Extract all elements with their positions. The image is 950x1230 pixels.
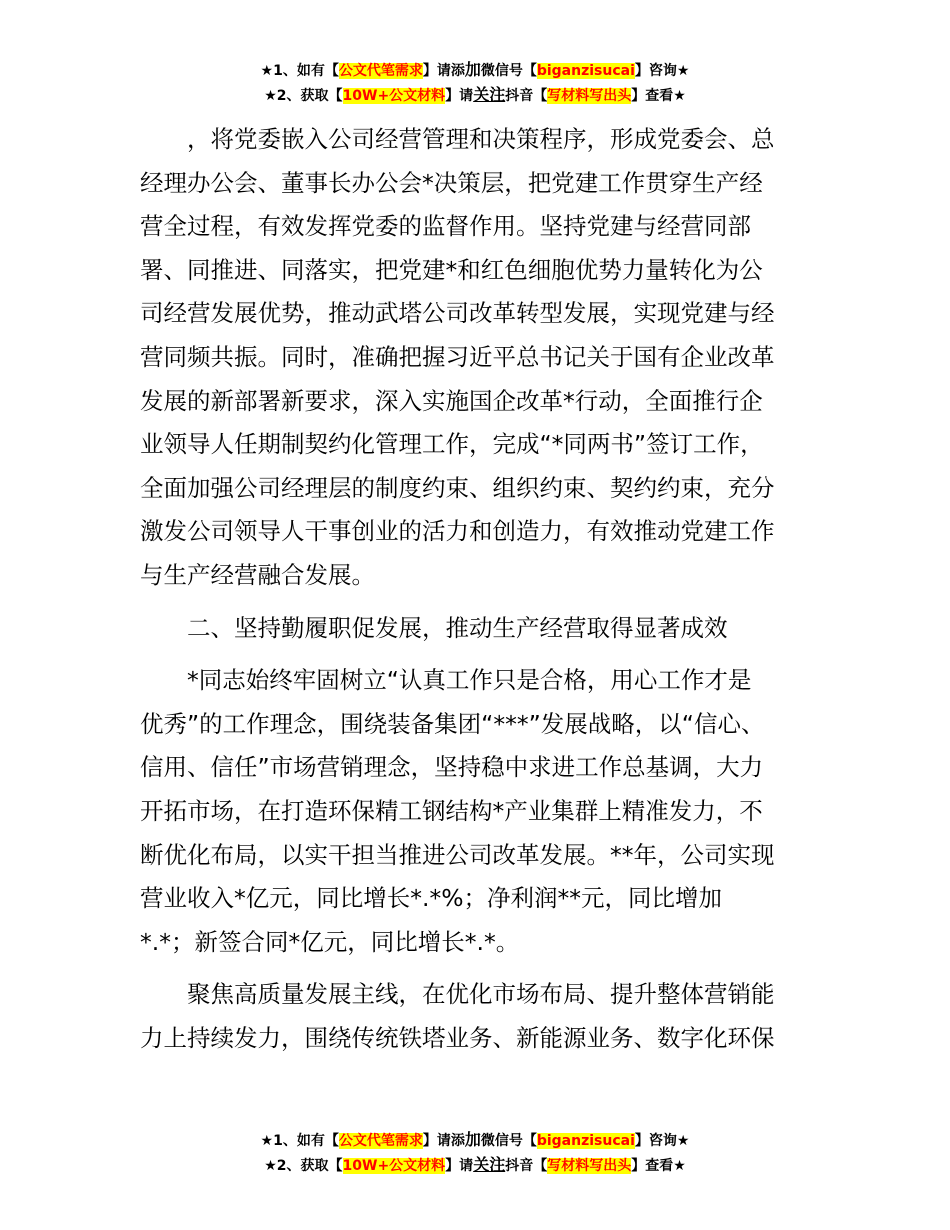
- banner-text: 微信号【: [480, 63, 537, 79]
- banner-highlight: 10W+公文材料: [342, 88, 446, 104]
- text-line: 营业收入*亿元，同比增长*.*%；净利润**元，同比增加: [140, 884, 723, 913]
- banner-highlight: 写材料写出头: [547, 88, 632, 104]
- text-line: 力上持续发力，围绕传统铁塔业务、新能源业务、数字化环保: [140, 1023, 775, 1052]
- banner-text: 抖音【: [505, 88, 548, 104]
- banner-highlight: 公文代笔需求: [338, 63, 423, 79]
- banner-text: 】查看★: [631, 1158, 686, 1174]
- banner-text: ★1、如有【: [260, 1133, 339, 1149]
- text-line: *.*；新签合同*亿元，同比增长*.*。: [140, 927, 520, 956]
- text-line: 聚焦高质量发展主线，在优化市场布局、提升整体营销能: [187, 980, 775, 1009]
- banner-text: 加: [464, 60, 481, 79]
- banner-text: 抖音【: [505, 1158, 548, 1174]
- text-line: 业领导人任期制契约化管理工作，完成“*同两书”签订工作，: [140, 430, 764, 459]
- text-line: ，将党委嵌入公司经营管理和决策程序，形成党委会、总: [187, 125, 775, 153]
- banner-highlight: 10W+公文材料: [342, 1158, 446, 1174]
- banner-text: 】查看★: [631, 88, 686, 104]
- banner-line-2: [0, 83, 950, 108]
- text-line: 发展的新部署新要求，深入实施国企改革*行动，全面推行企: [140, 386, 763, 415]
- paragraph-3: [140, 973, 812, 1060]
- banner-highlight: 写材料写出头: [547, 1158, 632, 1174]
- text-line: *同志始终牢固树立“认真工作只是合格，用心工作才是: [187, 666, 752, 695]
- text-line: 营全过程，有效发挥党委的监督作用。坚持党建与经营同部: [140, 212, 751, 241]
- banner-line-2: [0, 1153, 950, 1178]
- banner-text: 关注: [473, 85, 506, 104]
- footer-banner: [0, 1128, 950, 1178]
- document-body: [140, 118, 812, 1060]
- banner-text: 微信号【: [480, 1133, 537, 1149]
- banner-text: ★2、获取【: [264, 1158, 343, 1174]
- text-line: 经理办公会、董事长办公会*决策层，把党建工作贯穿生产经: [140, 168, 763, 197]
- text-line: 营同频共振。同时，准确把握习近平总书记关于国有企业改革: [140, 342, 775, 371]
- text-line: 断优化布局，以实干担当推进公司改革发展。**年，公司实现: [140, 840, 775, 869]
- banner-text: 关注: [473, 1155, 506, 1174]
- banner-text: 】请: [445, 88, 474, 104]
- heading-text: 二、坚持勤履职促发展，推动生产经营取得显著成效: [187, 613, 728, 642]
- banner-line-1: [0, 58, 950, 83]
- banner-highlight: biganzisucai: [536, 1133, 635, 1149]
- section-heading: [140, 607, 812, 651]
- paragraph-2: [140, 659, 812, 964]
- text-line: 与生产经营融合发展。: [140, 560, 375, 589]
- text-line: 激发公司领导人干事创业的活力和创造力，有效推动党建工作: [140, 517, 775, 546]
- text-line: 优秀”的工作理念，围绕装备集团“***”发展战略，以“信心、: [140, 709, 765, 738]
- banner-text: ★2、获取【: [264, 88, 343, 104]
- text-line: 署、同推进、同落实，把党建*和红色细胞优势力量转化为公: [140, 255, 763, 284]
- banner-line-1: [0, 1128, 950, 1153]
- text-line: 全面加强公司经理层的制度约束、组织约束、契约约束，充分: [140, 473, 775, 502]
- banner-highlight: 公文代笔需求: [338, 1133, 423, 1149]
- banner-text: 加: [464, 1130, 481, 1149]
- text-line: 信用、信任”市场营销理念，坚持稳中求进工作总基调，大力: [140, 753, 764, 782]
- banner-text: 】咨询★: [634, 63, 690, 79]
- banner-text: 】请添: [422, 63, 465, 79]
- banner-text: 】请添: [422, 1133, 465, 1149]
- text-line: 开拓市场，在打造环保精工钢结构*产业集群上精准发力，不: [140, 796, 763, 825]
- paragraph-1: [140, 118, 812, 598]
- banner-text: 】咨询★: [634, 1133, 690, 1149]
- banner-text: 】请: [445, 1158, 474, 1174]
- header-banner: [0, 58, 950, 108]
- banner-text: ★1、如有【: [260, 63, 339, 79]
- banner-highlight: biganzisucai: [536, 63, 635, 79]
- text-line: 司经营发展优势，推动武塔公司改革转型发展，实现党建与经: [140, 299, 775, 328]
